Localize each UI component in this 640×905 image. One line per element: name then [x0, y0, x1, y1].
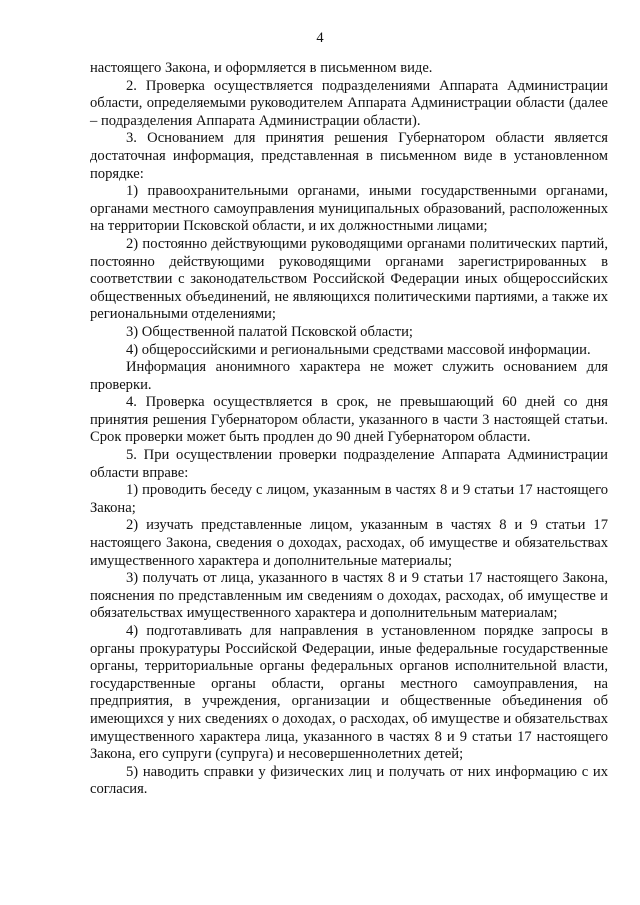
paragraph-item-3-3: 3) Общественной палатой Псковской области;	[126, 323, 413, 340]
paragraph-continuation: настоящего Закона, и оформляется в письменном виде.	[90, 60, 433, 76]
paragraph-clause-4: 4. Проверка осуществляется в срок, не превышающий 60 дней со дня принятия решения Губернатором области, указанного в части 3 настоящей статьи. Срок проверки может быть продлен до 90 дней Губернатором области.	[90, 394, 608, 446]
paragraph-item-5-3: 3) получать от лица, указанного в частях 8 и 9 статьи 17 настоящего Закона, пояснения по представленным им сведениям о доходах, расходах, об имуществе и обязательствах имущественного характера и дополнительным материалам;	[90, 570, 608, 622]
paragraph-item-3-2: 2) постоянно действующими руководящими органами политических партий, постоянно действующими руководящими органами зарегистрированных в соответствии с законодательством Российской Федерации иных общероссийских общественных объединений, не являющихся политическими партиями, а также их региональными отделениями;	[90, 235, 608, 323]
paragraph-item-3-1: 1) правоохранительными органами, иными государственными органами, органами местного самоуправления муниципальных образований, расположенных на территории Псковской области, и их должностными лицами;	[90, 183, 608, 235]
paragraph-item-5-4: 4) подготавливать для направления в установленном порядке запросы в органы прокуратуры Российской Федерации, иные федеральные государственные органы, территориальные органы федеральных органов исполнительной власти, государственные органы области, органы местного самоуправления, на предприятия, в учреждения, организации и общественные объединения об имеющихся у них сведениях о доходах, о расходах, об имуществе и обязательствах имущественного характера лица, указанного в частях 8 и 9 статьи 17 настоящего Закона, его супруги (супруга) и несовершеннолетних детей;	[90, 623, 608, 763]
paragraph-item-5-5: 5) наводить справки у физических лиц и получать от них информацию с их согласия.	[90, 763, 608, 798]
paragraph-item-5-1: 1) проводить беседу с лицом, указанным в частях 8 и 9 статьи 17 настоящего Закона;	[90, 482, 608, 516]
paragraph-item-3-4: 4) общероссийскими и региональными средствами массовой информации.	[126, 341, 591, 358]
page-number: 4	[316, 30, 324, 46]
paragraph-clause-3: 3. Основанием для принятия решения Губернатором области является достаточная информация, представленная в письменном виде в установленном порядке:	[90, 130, 608, 182]
paragraph-anonymous-info: Информация анонимного характера не может служить основанием для проверки.	[90, 359, 608, 393]
paragraph-clause-5: 5. При осуществлении проверки подразделение Аппарата Администрации области вправе:	[90, 447, 608, 481]
paragraph-clause-2: 2. Проверка осуществляется подразделениями Аппарата Администрации области, определяемыми руководителем Аппарата Администрации области (далее – подразделения Аппарата Администрации области).	[90, 77, 608, 129]
paragraph-item-5-2: 2) изучать представленные лицом, указанным в частях 8 и 9 статьи 17 настоящего Закона, сведения о доходах, расходах, об имуществе и обязательствах имущественного характера и дополнительные материалы;	[90, 517, 608, 569]
document-body	[90, 60, 608, 799]
